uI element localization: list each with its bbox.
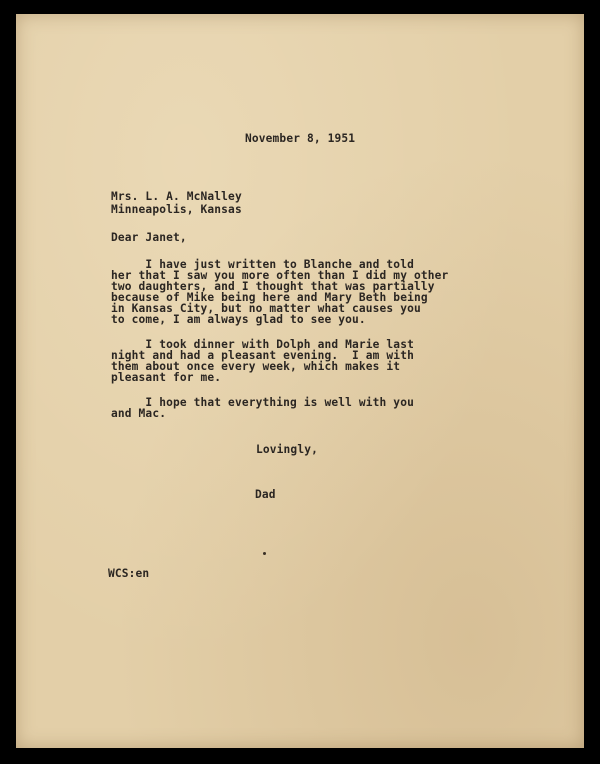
salutation: Dear Janet, [111,231,187,244]
paragraph-line: I took dinner with Dolph and Marie last [111,338,414,351]
paragraph-line: pleasant for me. [111,371,222,384]
paragraph-3 [111,398,471,422]
paragraph-2 [111,340,471,386]
recipient-city: Minneapolis, Kansas [111,203,242,216]
signature: Dad [255,488,276,501]
paragraph-line: two daughters, and I thought that was partially [111,280,435,293]
paragraph-line: and Mac. [111,407,167,420]
reference-initials: WCS:en [108,567,150,580]
paragraph-line: her that I saw you more often than I did my other [111,269,449,282]
ink-speck [263,552,266,555]
paragraph-line: to come, I am always glad to see you. [111,313,366,326]
paragraph-line: I hope that everything is well with you [111,396,414,409]
letter-sheet [16,14,584,748]
paragraph-line: them about once every week, which makes it [111,360,401,373]
paragraph-line: in Kansas City, but no matter what causes you [111,302,421,315]
paragraph-line: I have just written to Blanche and told [111,258,414,271]
letter-date: November 8, 1951 [245,132,356,145]
closing: Lovingly, [256,443,318,456]
paragraph-1 [111,260,471,328]
paragraph-line: night and had a pleasant evening. I am with [111,349,414,362]
recipient-name: Mrs. L. A. McNalley [111,190,242,203]
paragraph-line: because of Mike being here and Mary Beth being [111,291,428,304]
